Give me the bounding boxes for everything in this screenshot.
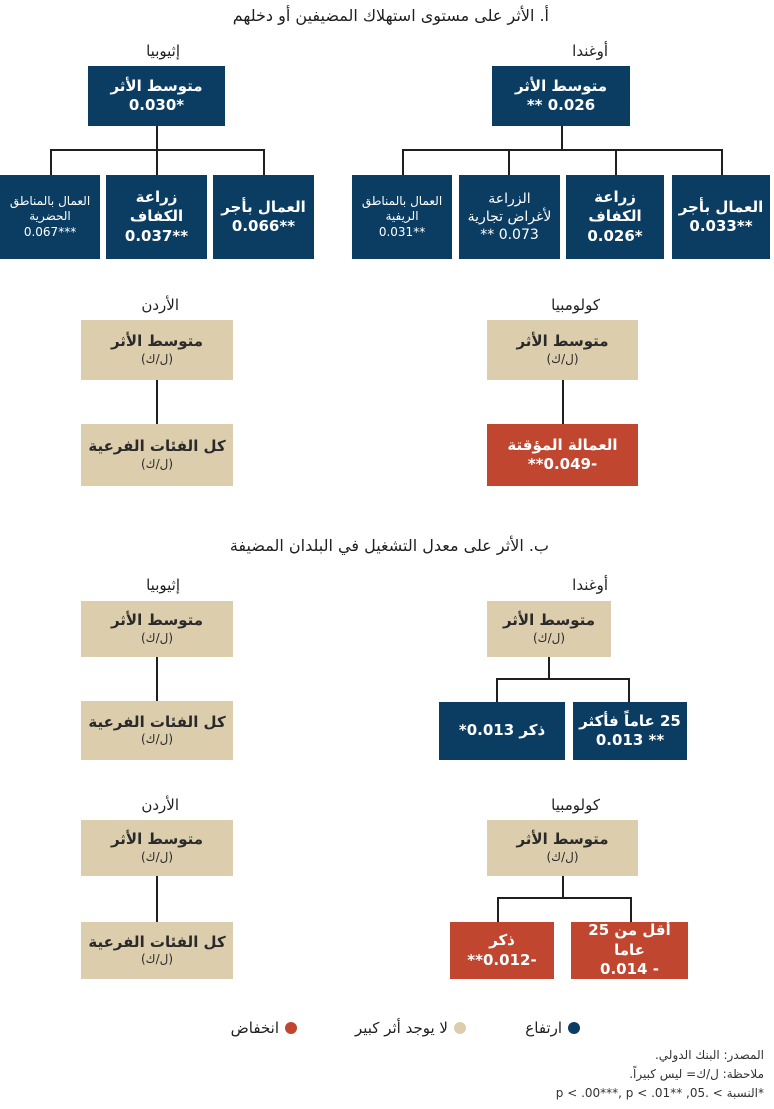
source-note: المصدر: البنك الدولي. — [654, 1048, 764, 1062]
uganda-a-avg-label: متوسط الأثر — [514, 76, 608, 95]
significance-note: *النسبة > .05, **p < .00***, p < .01 — [555, 1086, 764, 1100]
colombia-b-avg-box: متوسط الأثر (ل/ك) — [487, 820, 638, 876]
jordan-b-avg-box: متوسط الأثر (ل/ك) — [81, 820, 233, 876]
ethiopia-b-child-all: كل الفئات الفرعية (ل/ك) — [81, 701, 233, 760]
ns-note: ملاحظة: ل/ك= ليس كبيراً. — [629, 1067, 764, 1081]
jordan-a-child-all: كل الفئات الفرعية (ل/ك) — [81, 424, 233, 486]
uganda-a-child-subsistence: زراعة الكفاف *0.026 — [566, 175, 664, 259]
uganda-b-label: أوغندا — [572, 576, 608, 594]
uganda-a-child-commercial: الزراعة لأغراض تجارية 0.073 ** — [459, 175, 560, 259]
uganda-b-avg-box: متوسط الأثر (ل/ك) — [487, 601, 611, 657]
ethiopia-a-child-urban: العمال بالمناطق الحضرية ***0.067 — [0, 175, 100, 259]
ethiopia-a-child-wage: العمال بأجر **0.066 — [213, 175, 314, 259]
uganda-b-child-male: ذكر 0.013* — [439, 702, 565, 760]
uganda-b-child-25plus: 25 عاماً فأكثر ** 0.013 — [573, 702, 687, 760]
colombia-a-avg-box: متوسط الأثر (ل/ك) — [487, 320, 638, 380]
uganda-a-avg-box — [492, 66, 630, 126]
colombia-b-label: كولومبيا — [551, 796, 600, 814]
ethiopia-a-label: إثيوبيا — [146, 42, 180, 60]
uganda-a-avg-value: 0.026 ** — [526, 96, 596, 114]
legend-no-effect-dot — [454, 1022, 466, 1034]
jordan-b-label: الأردن — [141, 796, 179, 814]
uganda-a-child-rural: العمال بالمناطق الريفية **0.031 — [352, 175, 452, 259]
ethiopia-a-child-subsistence: زراعة الكفاف **0.037 — [106, 175, 207, 259]
colombia-b-child-under25: أقل من 25 عاما - 0.014 — [571, 922, 688, 979]
ethiopia-b-label: إثيوبيا — [146, 576, 180, 594]
colombia-b-child-male: ذكر -0.012** — [450, 922, 554, 979]
legend-no-effect: لا يوجد أثر كبير — [355, 1019, 466, 1037]
uganda-a-label: أوغندا — [572, 42, 608, 60]
legend-decrease-dot — [285, 1022, 297, 1034]
colombia-a-label: كولومبيا — [551, 296, 600, 314]
legend-decrease: انخفاض — [231, 1019, 297, 1037]
legend-increase-dot — [568, 1022, 580, 1034]
ethiopia-a-avg-box: متوسط الأثر *0.030 — [88, 66, 225, 126]
section-a-title: أ. الأثر على مستوى استهلاك المضيفين أو دخلهم — [232, 6, 549, 25]
section-b-title: ب. الأثر على معدل التشغيل في البلدان المضيفة — [229, 536, 549, 555]
colombia-a-child-temp: العمالة المؤقتة -0.049** — [487, 424, 638, 486]
legend-increase: ارتفاع — [525, 1019, 580, 1037]
jordan-a-label: الأردن — [141, 296, 179, 314]
ethiopia-b-avg-box: متوسط الأثر (ل/ك) — [81, 601, 233, 657]
uganda-a-child-wage: العمال بأجر **0.033 — [672, 175, 770, 259]
jordan-a-avg-box: متوسط الأثر (ل/ك) — [81, 320, 233, 380]
jordan-b-child-all: كل الفئات الفرعية (ل/ك) — [81, 922, 233, 979]
